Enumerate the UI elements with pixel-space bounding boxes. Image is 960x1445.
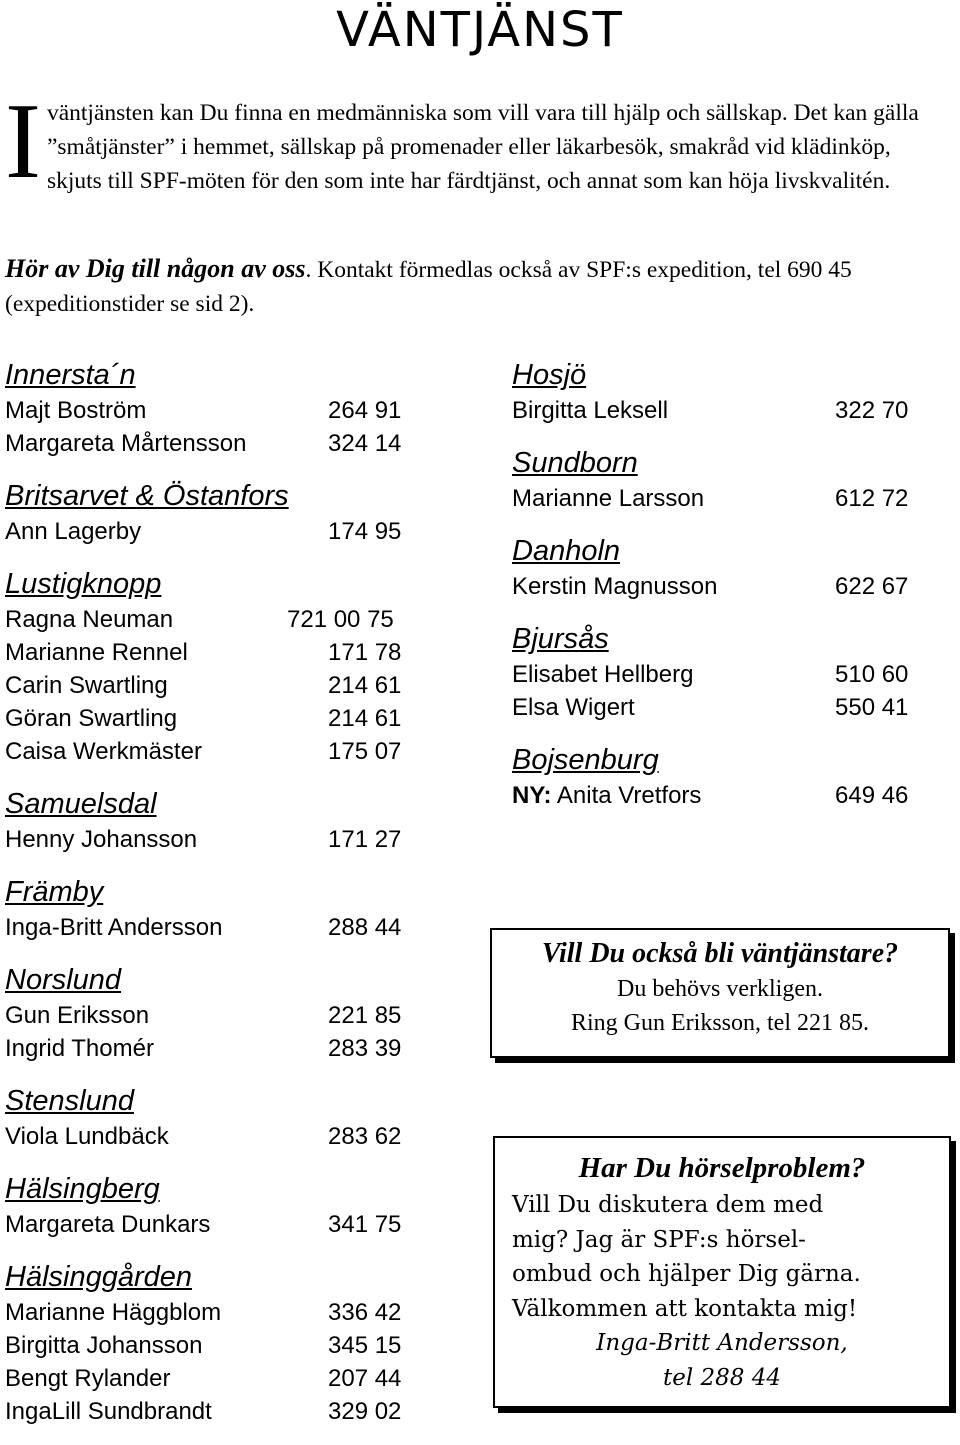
- contact-name: Bengt Rylander: [5, 1365, 171, 1392]
- area-heading: Främby: [5, 876, 104, 908]
- volunteer-line-1: Du behövs verkligen.: [617, 976, 823, 1002]
- intro-dropcap: I: [5, 82, 41, 201]
- contact-name: Elsa Wigert: [512, 694, 635, 721]
- contact-name-cell: [512, 482, 704, 515]
- contact-name-cell: [5, 1120, 169, 1153]
- hearing-box: [493, 1136, 951, 1408]
- contact-name: Inga-Britt Andersson: [5, 914, 223, 941]
- left-contact-column: [5, 356, 445, 1445]
- contact-phone: 288 44: [328, 914, 402, 941]
- contact-name: Birgitta Johansson: [5, 1332, 203, 1359]
- area-heading: Samuelsdal: [5, 788, 157, 820]
- contact-name: Ann Lagerby: [5, 518, 142, 545]
- contact-name-cell: [5, 911, 222, 944]
- contact-phone: 341 75: [328, 1211, 402, 1238]
- contact-name-cell: [5, 1362, 170, 1395]
- area-heading: Bjursås: [512, 623, 609, 655]
- contact-name-cell: [5, 603, 173, 636]
- contact-row: [5, 1208, 445, 1241]
- contact-phone: 174 95: [328, 518, 402, 545]
- contact-row: [512, 570, 952, 603]
- area-group: [5, 1082, 445, 1153]
- hearing-line: Vill Du diskutera dem med: [512, 1192, 824, 1218]
- contact-phone: 622 67: [835, 573, 909, 600]
- contact-paragraph: [5, 252, 950, 321]
- contact-phone: 214 61: [328, 672, 402, 699]
- contact-phone: 612 72: [835, 485, 909, 512]
- contact-phone: 336 42: [328, 1299, 402, 1326]
- contact-row: [5, 669, 445, 702]
- new-badge: NY:: [512, 782, 552, 809]
- contact-phone: 510 60: [835, 661, 909, 688]
- contact-name: Birgitta Leksell: [512, 397, 669, 424]
- contact-row: [5, 1329, 445, 1362]
- contact-row: [512, 691, 952, 724]
- contact-name-cell: [5, 702, 177, 735]
- contact-phone: 345 15: [328, 1332, 402, 1359]
- contact-row: [5, 603, 445, 636]
- contact-row: [5, 1032, 445, 1065]
- area-group: [5, 873, 445, 944]
- area-group: [5, 961, 445, 1065]
- contact-row: [5, 394, 445, 427]
- contact-phone: 221 85: [328, 1002, 402, 1029]
- area-group: [5, 356, 445, 460]
- contact-name-cell: [5, 515, 141, 548]
- contact-name: IngaLill Sundbrandt: [5, 1398, 212, 1425]
- contact-name: Majt Boström: [5, 397, 147, 424]
- contact-row: [512, 779, 952, 812]
- contact-phone: 322 70: [835, 397, 909, 424]
- contact-phone: 207 44: [328, 1365, 402, 1392]
- area-group: [5, 1258, 445, 1428]
- contact-name: Anita Vretfors: [556, 782, 702, 809]
- hearing-signature-phone: tel 288 44: [663, 1364, 781, 1391]
- contact-phone: 324 14: [328, 430, 402, 457]
- contact-name: Gun Eriksson: [5, 1002, 150, 1029]
- area-heading: Norslund: [5, 964, 122, 996]
- contact-name-cell: [512, 779, 701, 812]
- area-group: [5, 1170, 445, 1241]
- area-group: [5, 785, 445, 856]
- contact-name: Margareta Mårtensson: [5, 430, 247, 457]
- area-heading: Britsarvet & Östanfors: [5, 480, 289, 512]
- contact-phone: 171 78: [328, 639, 402, 666]
- contact-name-cell: [5, 1395, 212, 1428]
- area-group: [512, 444, 952, 515]
- hearing-line: ombud och hjälper Dig gärna.: [512, 1261, 861, 1287]
- contact-phone: 550 41: [835, 694, 909, 721]
- area-group: [512, 620, 952, 724]
- contact-emphasis: Hör av Dig till någon av oss: [5, 254, 306, 283]
- contact-name-cell: [5, 735, 202, 768]
- area-heading: Danholn: [512, 535, 621, 567]
- contact-name-cell: [5, 1329, 202, 1362]
- contact-name: Marianne Häggblom: [5, 1299, 222, 1326]
- contact-phone: 171 27: [328, 826, 402, 853]
- area-group: [512, 356, 952, 427]
- area-group: [5, 477, 445, 548]
- area-heading: Sundborn: [512, 447, 638, 479]
- area-heading: Bojsenburg: [512, 744, 659, 776]
- intro-text: väntjänsten kan Du finna en medmänniska som vill vara till hjälp och sällskap. Det kan gälla ”småtjänster” i hemmet, sällskap på promenader eller läkarbesök, smakråd vid klädinköp, skjuts till SPF-möten för den som inte har färdtjänst, och annat som kan höja livskvalitén.: [46, 100, 919, 194]
- contact-row: [5, 1296, 445, 1329]
- contact-name-cell: [5, 999, 149, 1032]
- volunteer-box: [490, 928, 950, 1058]
- contact-phone: 283 39: [328, 1035, 402, 1062]
- hearing-line: mig? Jag är SPF:s hörsel-: [512, 1226, 806, 1253]
- area-heading: Innersta´n: [5, 359, 136, 391]
- area-heading: Hälsinggården: [5, 1261, 193, 1293]
- contact-text: . Kontakt förmedlas också av SPF:s expedition, tel 690 45 (expeditionstider se sid 2).: [5, 257, 852, 317]
- area-heading: Stenslund: [5, 1085, 134, 1117]
- area-group: [5, 565, 445, 768]
- intro-paragraph: [5, 82, 950, 201]
- contact-name-cell: [5, 1296, 221, 1329]
- contact-phone: 649 46: [835, 782, 909, 809]
- contact-name: Marianne Rennel: [5, 639, 188, 666]
- contact-phone: 329 02: [328, 1398, 402, 1425]
- contact-name: Viola Lundbäck: [5, 1123, 169, 1150]
- contact-name: Elisabet Hellberg: [512, 661, 694, 688]
- contact-name-cell: [5, 636, 188, 669]
- contact-phone: 721 00 75: [287, 606, 394, 633]
- contact-row: [512, 394, 952, 427]
- contact-row: [5, 911, 445, 944]
- contact-name: Marianne Larsson: [512, 485, 705, 512]
- area-heading: Hälsingberg: [5, 1173, 160, 1205]
- contact-name: Margareta Dunkars: [5, 1211, 211, 1238]
- contact-name-cell: [5, 427, 246, 460]
- area-heading: Hosjö: [512, 359, 587, 391]
- page-title: VÄNTJÄNST: [336, 2, 624, 58]
- contact-name-cell: [5, 823, 197, 856]
- volunteer-line-2: Ring Gun Eriksson, tel 221 85.: [571, 1010, 869, 1036]
- contact-row: [512, 658, 952, 691]
- contact-row: [5, 735, 445, 768]
- contact-name: Kerstin Magnusson: [512, 573, 718, 600]
- hearing-line: Välkommen att kontakta mig!: [512, 1295, 858, 1322]
- contact-name: Carin Swartling: [5, 672, 168, 699]
- contact-row: [5, 1362, 445, 1395]
- contact-name-cell: [5, 669, 168, 702]
- right-contact-column: [512, 356, 952, 829]
- volunteer-question: Vill Du också bli väntjänstare?: [541, 938, 899, 969]
- contact-name: Ingrid Thomér: [5, 1035, 154, 1062]
- contact-row: [5, 636, 445, 669]
- contact-name-cell: [5, 394, 146, 427]
- contact-name: Caisa Werkmäster: [5, 738, 202, 765]
- contact-row: [5, 1395, 445, 1428]
- hearing-body: [495, 1188, 949, 1326]
- contact-name-cell: [5, 1032, 154, 1065]
- contact-name-cell: [5, 1208, 210, 1241]
- contact-row: [512, 482, 952, 515]
- contact-phone: 283 62: [328, 1123, 402, 1150]
- contact-row: [5, 823, 445, 856]
- area-group: [512, 741, 952, 812]
- contact-name-cell: [512, 394, 668, 427]
- contact-name: Göran Swartling: [5, 705, 178, 732]
- contact-row: [5, 702, 445, 735]
- contact-phone: 214 61: [328, 705, 402, 732]
- area-group: [512, 532, 952, 603]
- contact-phone: 175 07: [328, 738, 402, 765]
- contact-name-cell: [512, 691, 635, 724]
- contact-name: Henny Johansson: [5, 826, 198, 853]
- contact-name: Ragna Neuman: [5, 606, 174, 633]
- contact-row: [5, 427, 445, 460]
- contact-row: [5, 999, 445, 1032]
- contact-name-cell: [512, 570, 717, 603]
- contact-name-cell: [512, 658, 693, 691]
- contact-phone: 264 91: [328, 397, 402, 424]
- contact-row: [5, 515, 445, 548]
- hearing-question: Har Du hörselproblem?: [578, 1152, 866, 1184]
- hearing-signature-name: Inga-Britt Andersson,: [596, 1330, 848, 1356]
- contact-row: [5, 1120, 445, 1153]
- area-heading: Lustigknopp: [5, 568, 162, 600]
